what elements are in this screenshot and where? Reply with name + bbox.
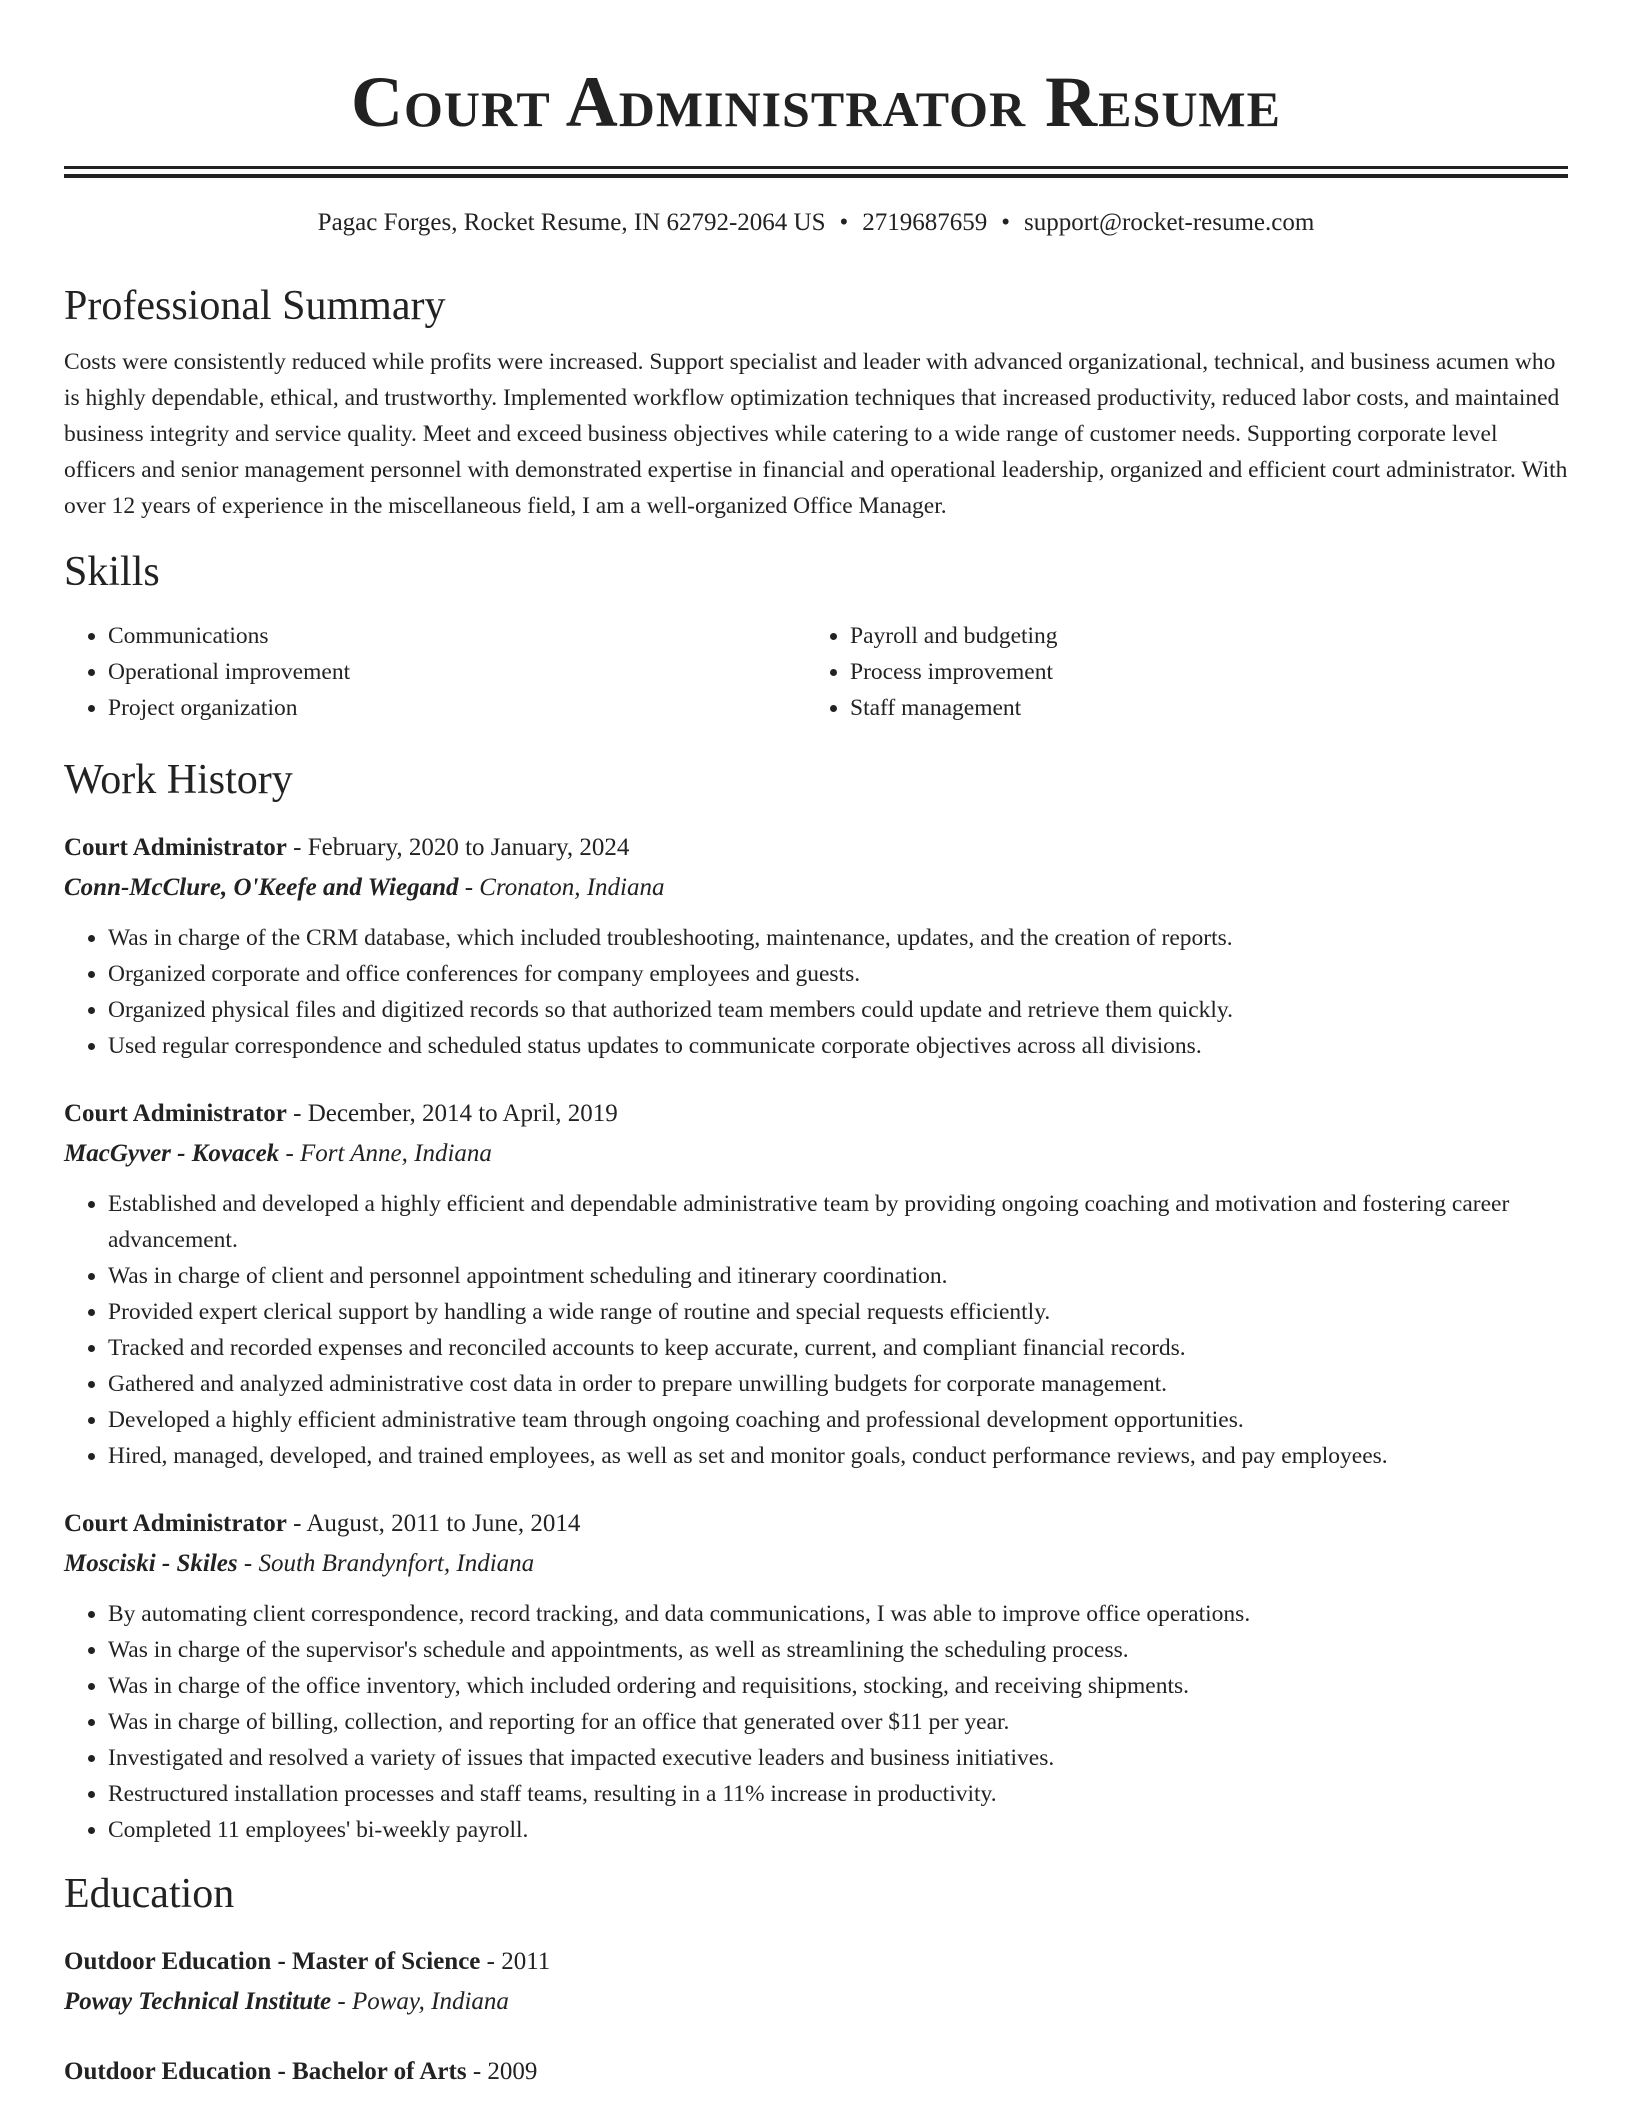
- job-title: Court Administrator: [64, 1100, 287, 1127]
- job-title: Court Administrator: [64, 1510, 287, 1537]
- job-title-line: [64, 1504, 1568, 1544]
- education-entry: [64, 1942, 1568, 2022]
- job-title-line: [64, 1094, 1568, 1134]
- skill-item: • Project organization: [108, 690, 806, 726]
- job-bullets: [64, 920, 1568, 1064]
- job-bullet: • Investigated and resolved a variety of issues that impacted executive leaders and business initiatives.: [108, 1740, 1568, 1776]
- job-bullet: • Restructured installation processes and staff teams, resulting in a 11% increase in productivity.: [108, 1776, 1568, 1812]
- work-history-heading: Work History: [64, 757, 293, 803]
- skills-column-right: [806, 618, 1548, 726]
- summary-heading: Professional Summary: [64, 283, 446, 329]
- job-bullet: • Developed a highly efficient administrative team through ongoing coaching and professional development opportunities.: [108, 1402, 1568, 1438]
- company-line: [64, 1544, 1568, 1584]
- school-name: Poway Technical Institute: [64, 1988, 332, 2015]
- company-name: Mosciski - Skiles: [64, 1550, 238, 1577]
- resume-page: [64, 0, 1568, 2092]
- contact-address: Pagac Forges, Rocket Resume, IN 62792-2064 US: [317, 209, 826, 236]
- contact-separator: •: [1001, 209, 1011, 236]
- job-bullet: • Provided expert clerical support by handling a wide range of routine and special requests efficiently.: [108, 1294, 1568, 1330]
- skill-item: • Process improvement: [850, 654, 1548, 690]
- company-location: - Fort Anne, Indiana: [279, 1140, 492, 1167]
- job-bullet: • Organized physical files and digitized records so that authorized team members could update and retrieve them quickly.: [108, 992, 1568, 1028]
- job-title-line: [64, 828, 1568, 868]
- skill-item: • Communications: [108, 618, 806, 654]
- school-line: [64, 1982, 1568, 2022]
- job-bullet: • Was in charge of the CRM database, which included troubleshooting, maintenance, updates, and the creation of reports.: [108, 920, 1568, 956]
- job-bullet: • By automating client correspondence, record tracking, and data communications, I was able to improve office operations.: [108, 1596, 1568, 1632]
- education-heading: Education: [64, 1871, 235, 1917]
- skills-grid: [64, 618, 1568, 726]
- job-bullet: • Was in charge of billing, collection, and reporting for an office that generated over $11 per year.: [108, 1704, 1568, 1740]
- skill-item: • Staff management: [850, 690, 1548, 726]
- job-bullet: • Completed 11 employees' bi-weekly payroll.: [108, 1812, 1568, 1848]
- school-location: - Poway, Indiana: [331, 1988, 509, 2015]
- contact-email: support@rocket-resume.com: [1024, 209, 1315, 236]
- job-title: Court Administrator: [64, 834, 287, 861]
- company-location: - South Brandynfort, Indiana: [237, 1550, 535, 1577]
- title-divider-top: [64, 166, 1568, 169]
- education-entry: [64, 2052, 1568, 2092]
- skill-item: • Operational improvement: [108, 654, 806, 690]
- job-bullet: • Was in charge of the office inventory, which included ordering and requisitions, stocking, and receiving shipments.: [108, 1668, 1568, 1704]
- title-divider-bottom: [64, 174, 1568, 178]
- company-location: - Cronaton, Indiana: [458, 874, 665, 901]
- contact-phone: 2719687659: [862, 209, 988, 236]
- job-entry: [64, 1094, 1568, 1474]
- degree-year: - 2009: [466, 2058, 538, 2085]
- job-dates: - August, 2011 to June, 2014: [286, 1510, 581, 1537]
- company-name: Conn-McClure, O'Keefe and Wiegand: [64, 874, 459, 901]
- job-bullet: • Was in charge of client and personnel appointment scheduling and itinerary coordination.: [108, 1258, 1568, 1294]
- skills-heading: Skills: [64, 549, 160, 595]
- summary-text: Costs were consistently reduced while profits were increased. Support specialist and leader with advanced organizational, technical, and business acumen who is highly dependable, ethical, and trustworthy. Implemented workflow optimization techniques that increased productivity, reduced labor costs, and maintained business integrity and service quality. Meet and exceed business objectives while catering to a wide range of customer needs. Supporting corporate level officers and senior management personnel with demonstrated expertise in financial and operational leadership, organized and efficient court administrator. With over 12 years of experience in the miscellaneous field, I am a well-organized Office Manager.: [64, 349, 1568, 519]
- job-bullet: • Tracked and recorded expenses and reconciled accounts to keep accurate, current, and compliant financial records.: [108, 1330, 1568, 1366]
- job-entry: [64, 1504, 1568, 1848]
- job-bullet: • Organized corporate and office conferences for company employees and guests.: [108, 956, 1568, 992]
- job-dates: - December, 2014 to April, 2019: [286, 1100, 618, 1127]
- degree-line: [64, 1942, 1568, 1982]
- job-bullets: [64, 1186, 1568, 1474]
- job-bullet: • Gathered and analyzed administrative cost data in order to prepare unwilling budgets for corporate management.: [108, 1366, 1568, 1402]
- page-title: Court Administrator Resume: [351, 62, 1281, 142]
- contact-separator: •: [839, 209, 849, 236]
- job-bullets: [64, 1596, 1568, 1848]
- degree-name: Outdoor Education - Master of Science: [64, 1948, 481, 1975]
- contact-line: [64, 206, 1568, 240]
- degree-name: Outdoor Education - Bachelor of Arts: [64, 2058, 467, 2085]
- skills-column-left: [64, 618, 806, 726]
- degree-year: - 2011: [480, 1948, 551, 1975]
- job-entry: [64, 828, 1568, 1064]
- job-dates: - February, 2020 to January, 2024: [286, 834, 630, 861]
- job-bullet: • Used regular correspondence and scheduled status updates to communicate corporate objectives across all divisions.: [108, 1028, 1568, 1064]
- job-bullet: • Established and developed a highly efficient and dependable administrative team by providing ongoing coaching and motivation and fostering career advancement.: [108, 1186, 1568, 1258]
- skill-item: • Payroll and budgeting: [850, 618, 1548, 654]
- degree-line: [64, 2052, 1568, 2092]
- job-bullet: • Hired, managed, developed, and trained employees, as well as set and monitor goals, conduct performance reviews, and pay employees.: [108, 1438, 1568, 1474]
- company-line: [64, 1134, 1568, 1174]
- job-bullet: • Was in charge of the supervisor's schedule and appointments, as well as streamlining the scheduling process.: [108, 1632, 1568, 1668]
- company-line: [64, 868, 1568, 908]
- company-name: MacGyver - Kovacek: [64, 1140, 280, 1167]
